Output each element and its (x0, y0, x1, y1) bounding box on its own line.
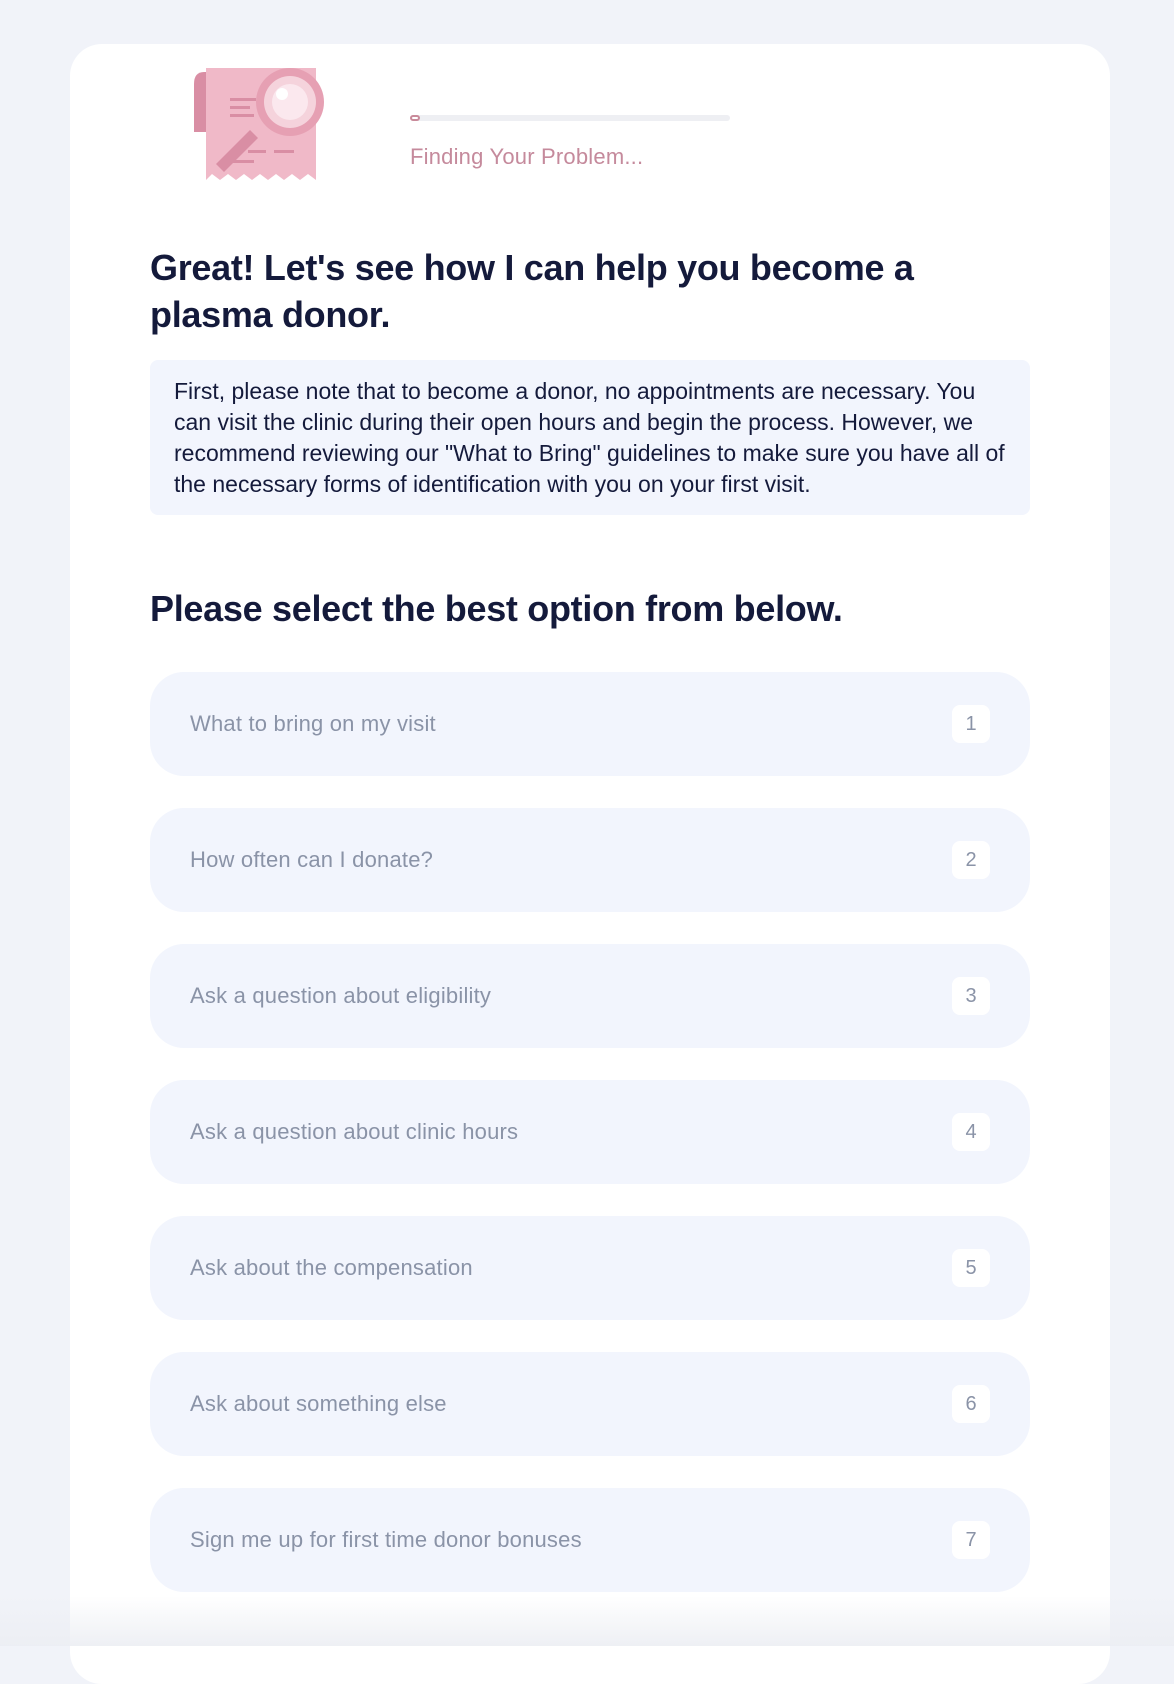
option-how-often[interactable] (150, 808, 1030, 912)
option-label: Ask a question about clinic hours (190, 1080, 518, 1184)
option-what-to-bring[interactable] (150, 672, 1030, 776)
option-key-badge: 4 (952, 1113, 990, 1151)
option-something-else[interactable] (150, 1352, 1030, 1456)
option-label: Ask about something else (190, 1352, 447, 1456)
option-compensation[interactable] (150, 1216, 1030, 1320)
option-label: What to bring on my visit (190, 672, 436, 776)
info-note (150, 360, 1030, 515)
progress-bar (410, 115, 730, 121)
status-text: Finding Your Problem... (410, 144, 643, 170)
bottom-fade (0, 1596, 1174, 1646)
option-label: Ask about the compensation (190, 1216, 473, 1320)
option-clinic-hours[interactable] (150, 1080, 1030, 1184)
option-key-badge: 2 (952, 841, 990, 879)
option-key-badge: 5 (952, 1249, 990, 1287)
option-key-badge: 6 (952, 1385, 990, 1423)
option-key-badge: 1 (952, 705, 990, 743)
options-list (150, 672, 1030, 1624)
option-eligibility[interactable] (150, 944, 1030, 1048)
option-key-badge: 3 (952, 977, 990, 1015)
option-label: Sign me up for first time donor bonuses (190, 1488, 582, 1592)
options-heading: Please select the best option from below. (150, 588, 843, 630)
option-donor-bonuses[interactable] (150, 1488, 1030, 1592)
option-label: How often can I donate? (190, 808, 433, 912)
option-key-badge: 7 (952, 1521, 990, 1559)
option-label: Ask a question about eligibility (190, 944, 491, 1048)
info-note-text: First, please note that to become a donor, no appointments are necessary. You can visit the clinic during their open hours and begin the process. However, we recommend reviewing our "What to Bring" guidelines to make sure you have all of the necessary forms of identification with you on your first visit. (174, 376, 1006, 500)
progress-fill (410, 115, 420, 121)
page-title: Great! Let's see how I can help you become a plasma donor. (150, 244, 970, 338)
receipt-magnifier-icon (190, 64, 340, 194)
